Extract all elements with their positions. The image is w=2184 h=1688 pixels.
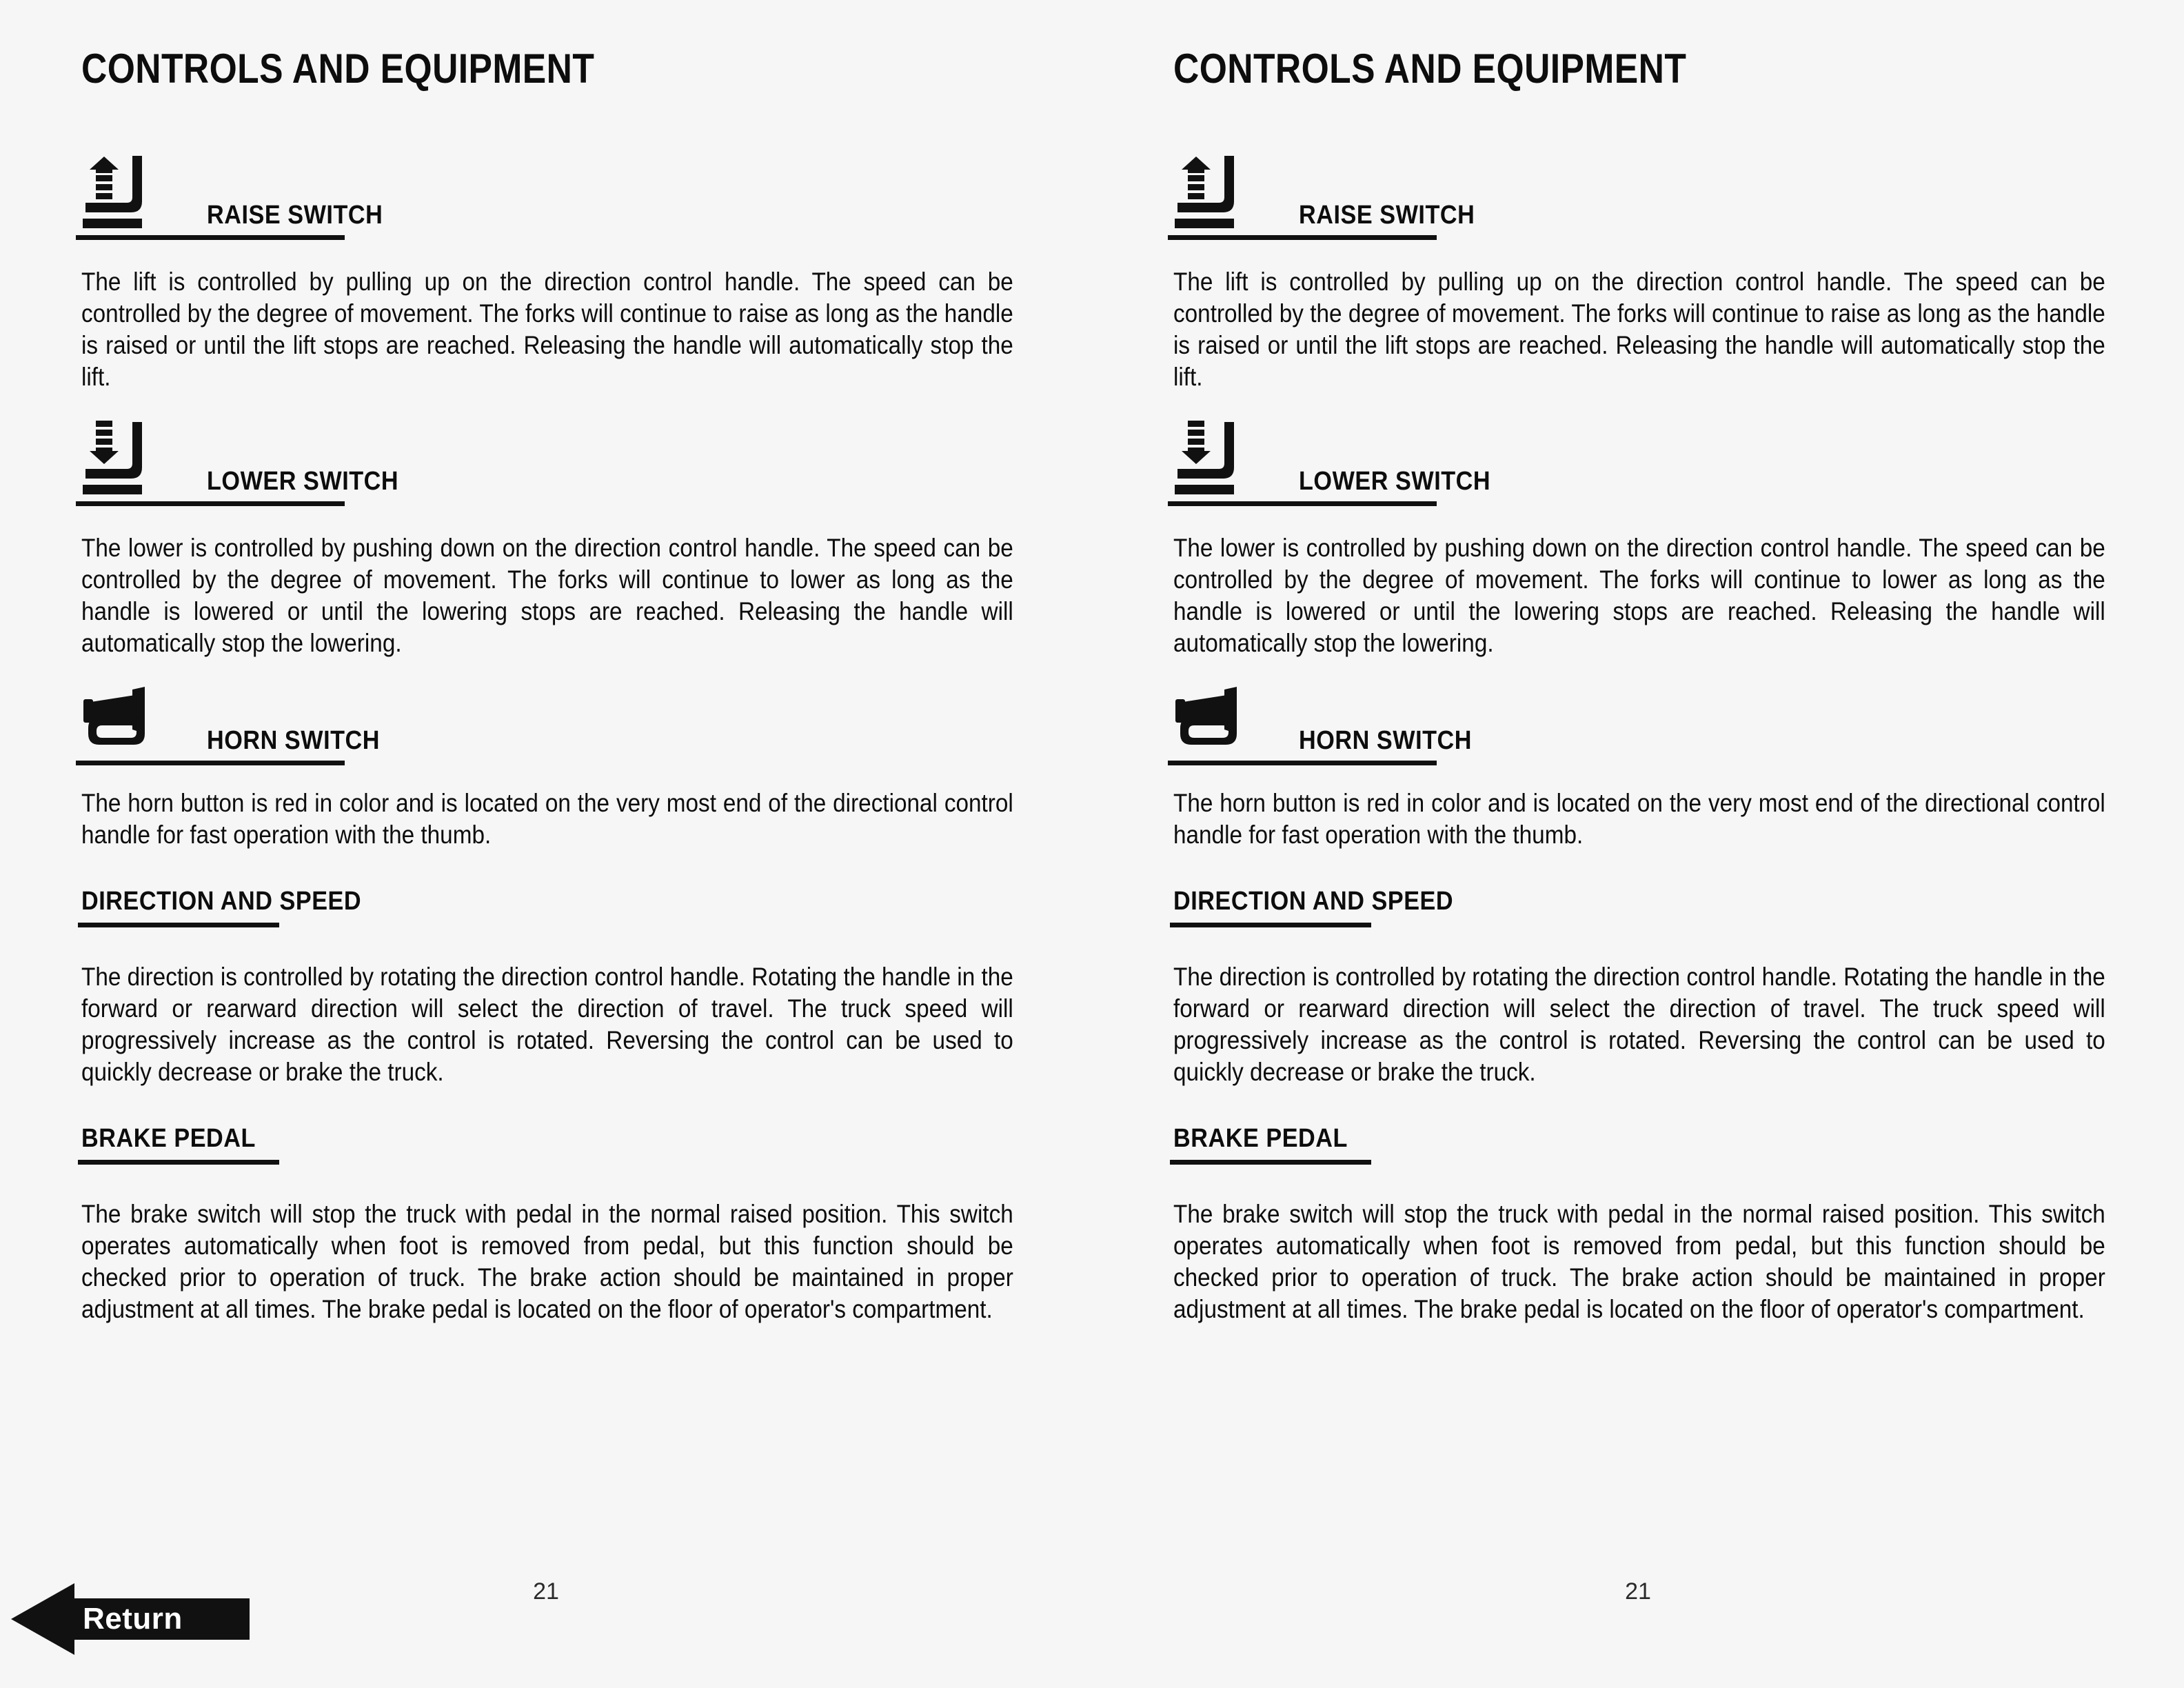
horn-switch-icon (1173, 685, 1249, 754)
page-title: CONTROLS AND EQUIPMENT (1173, 46, 1687, 92)
section-heading-raise-switch (1173, 153, 2105, 237)
section-heading-horn-switch (1173, 685, 2105, 758)
section-label-brake-pedal: BRAKE PEDAL (81, 1124, 256, 1153)
paragraph-lower-switch: The lower is controlled by pushing down on the direction control handle. The speed can be controlled by the degree of movement. The forks will continue to lower as long as the handle is lowered or until the lowering stops are reached. Releasing the handle will automatically stop the lowering. (1173, 534, 2105, 657)
section-heading-raise-switch (81, 153, 1013, 237)
section-label-brake-pedal: BRAKE PEDAL (1173, 1124, 1348, 1153)
raise-switch-icon (1173, 153, 1249, 233)
section-label-direction-and-speed: DIRECTION AND SPEED (81, 887, 362, 916)
heading-rule (1170, 1160, 1371, 1165)
heading-rule (1170, 923, 1371, 927)
paragraph-brake-pedal: The brake switch will stop the truck with pedal in the normal raised position. This switch operates automatically when foot is removed from pedal, but this function should be checked prior to operation of truck. The brake action should be maintained in proper adjustment at all times. The brake pedal is located on the floor of operator's compartment. (81, 1200, 1013, 1323)
paragraph-horn-switch: The horn button is red in color and is located on the very most end of the directional control handle for fast operation with the thumb. (1173, 789, 2105, 849)
section-heading-brake-pedal (1173, 1124, 2105, 1169)
return-arrow-icon (11, 1583, 250, 1655)
page-title: CONTROLS AND EQUIPMENT (81, 46, 595, 92)
heading-rule (78, 1160, 279, 1165)
section-heading-horn-switch (81, 685, 1013, 758)
lower-switch-icon (1173, 419, 1249, 499)
horn-switch-icon (81, 685, 157, 754)
page-number: 21 (533, 1578, 559, 1605)
section-label-horn-switch: HORN SWITCH (207, 726, 381, 755)
section-label-lower-switch: LOWER SWITCH (207, 467, 399, 496)
heading-rule (78, 923, 279, 927)
paragraph-lower-switch: The lower is controlled by pushing down on the direction control handle. The speed can be controlled by the degree of movement. The forks will continue to lower as long as the handle is lowered or until the lowering stops are reached. Releasing the handle will automatically stop the lowering. (81, 534, 1013, 657)
paragraph-direction-and-speed: The direction is controlled by rotating the direction control handle. Rotating the handle in the forward or rearward direction will select the direction of travel. The truck speed will progressively increase as the control is rotated. Reversing the control can be used to quickly decrease or brake the truck. (81, 963, 1013, 1086)
raise-switch-icon (81, 153, 157, 233)
heading-rule (1168, 235, 1437, 240)
return-button-label: Return (83, 1602, 183, 1636)
paragraph-horn-switch: The horn button is red in color and is located on the very most end of the directional control handle for fast operation with the thumb. (81, 789, 1013, 849)
section-label-raise-switch: RAISE SWITCH (207, 201, 383, 230)
section-heading-direction-and-speed (81, 887, 1013, 932)
return-button[interactable] (11, 1583, 250, 1655)
section-label-lower-switch: LOWER SWITCH (1299, 467, 1491, 496)
paragraph-brake-pedal: The brake switch will stop the truck with pedal in the normal raised position. This switch operates automatically when foot is removed from pedal, but this function should be checked prior to operation of truck. The brake action should be maintained in proper adjustment at all times. The brake pedal is located on the floor of operator's compartment. (1173, 1200, 2105, 1323)
heading-rule (76, 761, 345, 765)
paragraph-raise-switch: The lift is controlled by pulling up on the direction control handle. The speed can be controlled by the degree of movement. The forks will continue to raise as long as the handle is raised or until the lift stops are reached. Releasing the handle will automatically stop the lift. (81, 268, 1013, 391)
lower-switch-icon (81, 419, 157, 499)
heading-rule (1168, 761, 1437, 765)
page-column-right (1092, 0, 2184, 1688)
section-label-direction-and-speed: DIRECTION AND SPEED (1173, 887, 1454, 916)
paragraph-raise-switch: The lift is controlled by pulling up on the direction control handle. The speed can be controlled by the degree of movement. The forks will continue to raise as long as the handle is raised or until the lift stops are reached. Releasing the handle will automatically stop the lift. (1173, 268, 2105, 391)
section-heading-lower-switch (81, 419, 1013, 503)
heading-rule (76, 501, 345, 506)
section-heading-brake-pedal (81, 1124, 1013, 1169)
section-label-horn-switch: HORN SWITCH (1299, 726, 1473, 755)
section-label-raise-switch: RAISE SWITCH (1299, 201, 1475, 230)
page-number: 21 (1625, 1578, 1651, 1605)
section-heading-lower-switch (1173, 419, 2105, 503)
heading-rule (1168, 501, 1437, 506)
heading-rule (76, 235, 345, 240)
paragraph-direction-and-speed: The direction is controlled by rotating the direction control handle. Rotating the handle in the forward or rearward direction will select the direction of travel. The truck speed will progressively increase as the control is rotated. Reversing the control can be used to quickly decrease or brake the truck. (1173, 963, 2105, 1086)
section-heading-direction-and-speed (1173, 887, 2105, 932)
